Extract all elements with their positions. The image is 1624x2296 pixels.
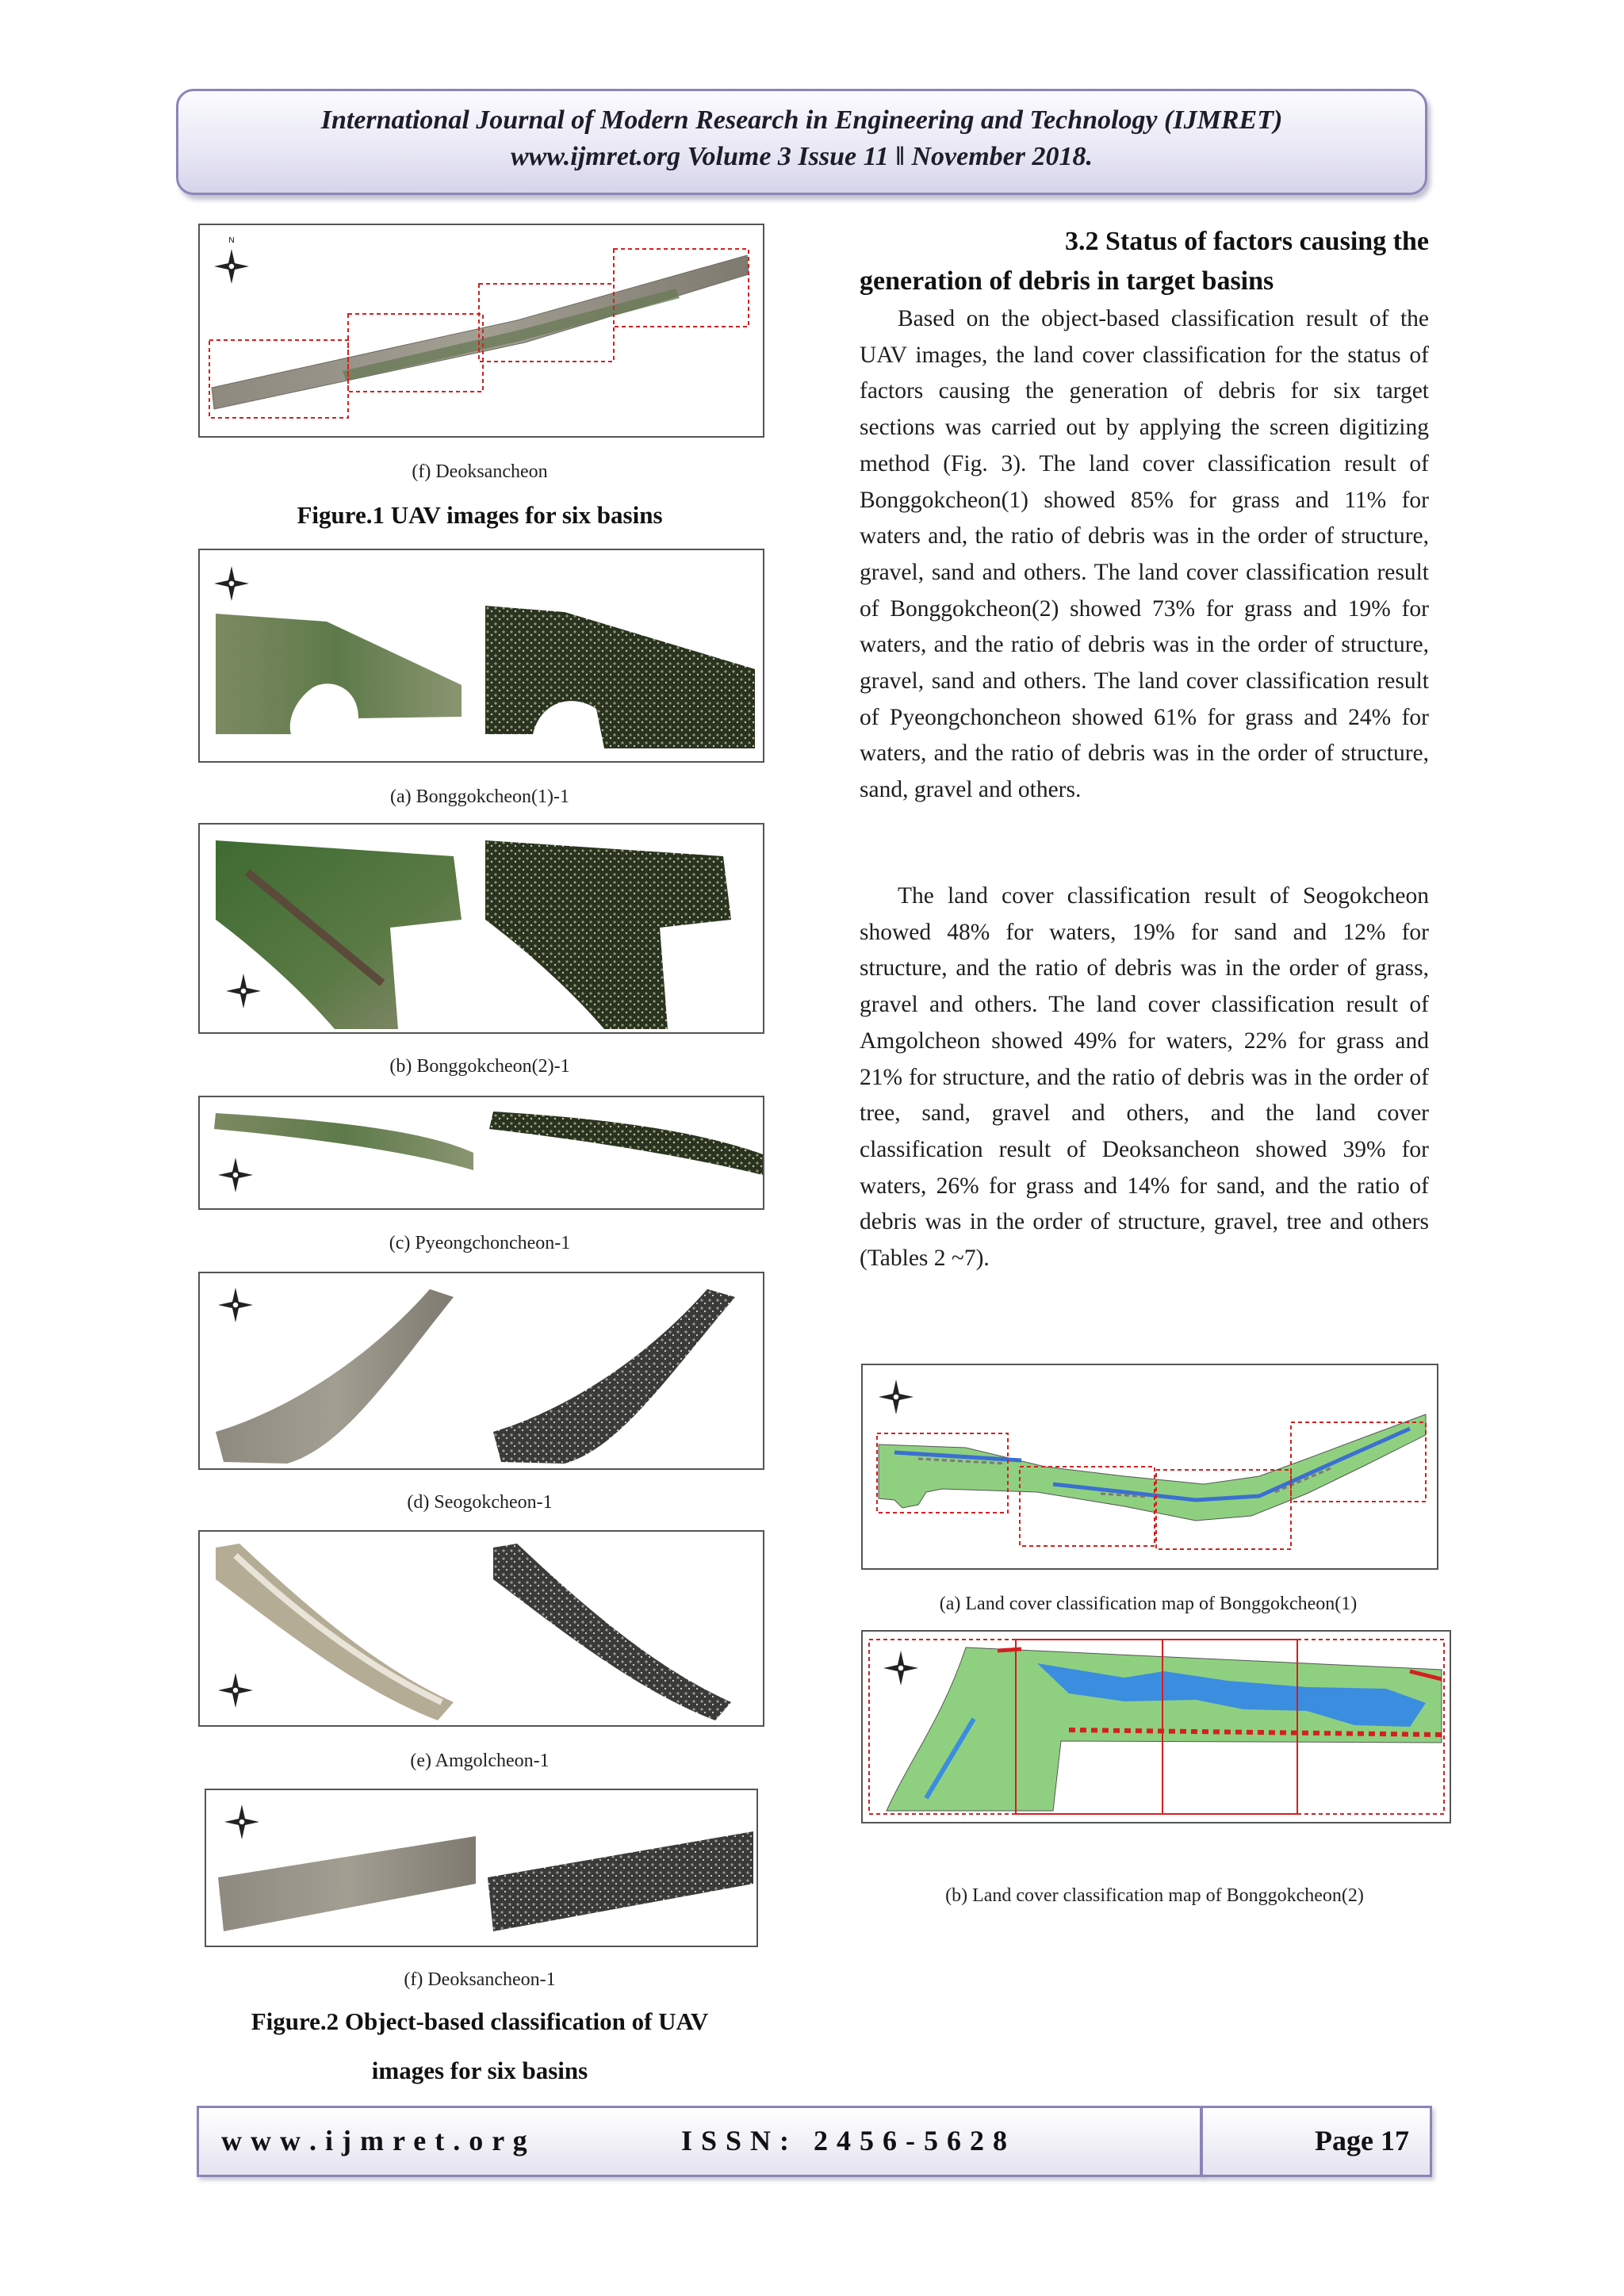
footer-website: w w w . i j m r e t . o r g xyxy=(221,2125,528,2156)
fig2b-bonggokcheon2-image xyxy=(198,823,764,1034)
compass-icon xyxy=(218,1158,253,1192)
journal-header xyxy=(176,89,1427,195)
footer-issn: I S S N : 2 4 5 6 - 5 6 2 8 xyxy=(681,2125,1009,2156)
compass-icon xyxy=(214,249,249,284)
compass-icon xyxy=(883,1651,918,1686)
compass-icon xyxy=(214,566,249,601)
fig2-title-line2: images for six basins xyxy=(371,2057,588,2084)
fig2-caption-b: (b) Bonggokcheon(2)-1 xyxy=(389,1056,570,1077)
fig1-title: Figure.1 UAV images for six basins xyxy=(297,501,663,529)
fig2e-amgolcheon-image xyxy=(198,1530,764,1727)
body-paragraph-1: Based on the object-based classification result of the UAV images, the land cover classification for the status of factors causing the generation of debris for six target sections was carried out by applying the screen digitizing method (Fig. 3). The land cover classification result of Bonggokcheon(1) showed 85% for grass and 11% for waters and, the ratio of debris was in the order of structure, gravel, sand and others. The land cover classification result of Bonggokcheon(2) showed 73% for grass and 19% for waters, and the ratio of debris was in the order of structure, gravel, sand and others. The land cover classification result of Pyeongchoncheon showed 61% for grass and 24% for waters, and the ratio of debris was in the order of structure, sand, gravel and others. xyxy=(860,306,1429,803)
fig3a-landcover-map xyxy=(861,1364,1438,1570)
fig2-caption-d: (d) Seogokcheon-1 xyxy=(407,1492,553,1513)
fig2-caption-c: (c) Pyeongchoncheon-1 xyxy=(389,1233,571,1253)
fig2-caption-e: (e) Amgolcheon-1 xyxy=(410,1751,550,1771)
page-number: Page 17 xyxy=(1315,2125,1409,2156)
body-paragraph-2: The land cover classification result of Seogokcheon showed 48% for waters, 19% for sand and 12% for structure, and the ratio of debris was in the order of grass, gravel and others. The land cover classification result of Amgolcheon showed 49% for waters, 22% for grass and 21% for structure, and the ratio of debris was in the order of tree, sand, gravel and others, and the land cover classification result of Deoksancheon showed 39% for waters, 26% for grass and 14% for sand, and the ratio of debris was in the order of structure, gravel, tree and others (Tables 2 ~7). xyxy=(860,883,1429,1272)
journal-title: International Journal of Modern Research in Engineering and Technology (IJMRET) xyxy=(320,105,1283,135)
compass-icon xyxy=(218,1673,253,1708)
compass-icon xyxy=(226,974,261,1008)
fig2f-deoksancheon-image xyxy=(205,1789,758,1947)
fig2a-bonggokcheon1-image xyxy=(198,549,764,763)
fig1-caption-f: (f) Deoksancheon xyxy=(412,461,548,482)
fig2c-pyeongchoncheon-image xyxy=(198,1096,764,1210)
fig2-caption-f: (f) Deoksancheon-1 xyxy=(404,1969,556,1990)
compass-north: N xyxy=(228,236,235,245)
fig3-caption-b: (b) Land cover classification map of Bonggokcheon(2) xyxy=(945,1885,1364,1906)
fig3-caption-a: (a) Land cover classification map of Bonggokcheon(1) xyxy=(939,1594,1358,1614)
section-heading-line1: 3.2 Status of factors causing the xyxy=(1065,227,1429,256)
compass-icon xyxy=(879,1380,914,1414)
fig1-deoksancheon-image xyxy=(198,224,764,438)
fig2-title-line1: Figure.2 Object-based classification of UAV xyxy=(251,2007,709,2035)
compass-icon xyxy=(218,1288,253,1322)
fig2-caption-a: (a) Bonggokcheon(1)-1 xyxy=(390,786,569,807)
footer-bar xyxy=(197,2106,1202,2177)
fig2d-seogokcheon-image xyxy=(198,1272,764,1470)
compass-icon xyxy=(224,1804,259,1839)
journal-issue: www.ijmret.org Volume 3 Issue 11 ǁ November 2018. xyxy=(511,142,1093,171)
fig3b-landcover-map xyxy=(861,1630,1451,1823)
footer-page-box xyxy=(1201,2106,1432,2177)
section-heading-line2: generation of debris in target basins xyxy=(860,266,1274,296)
